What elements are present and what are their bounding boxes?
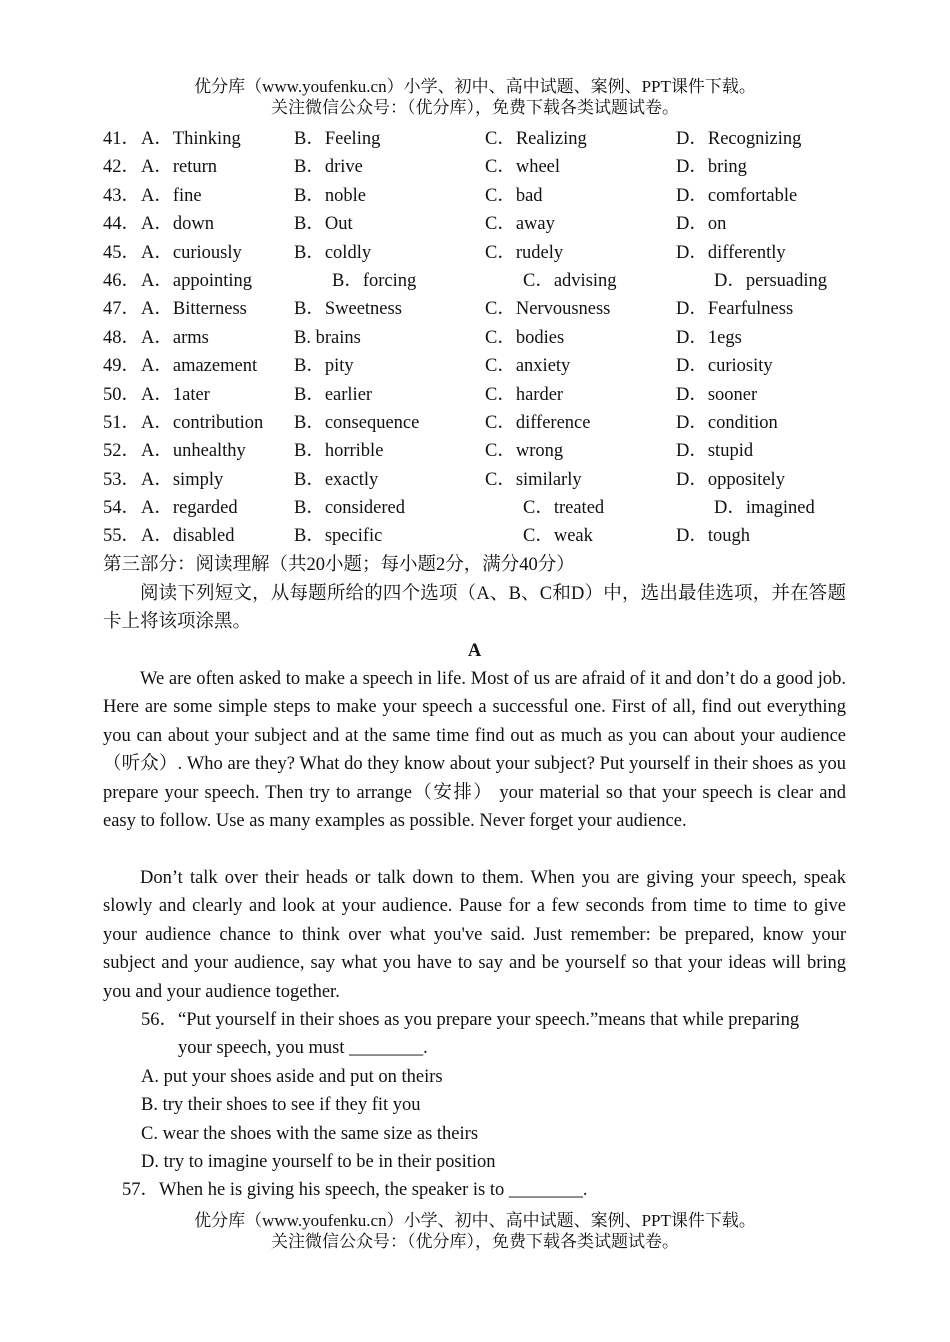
option-c: C．difference: [485, 412, 591, 433]
option-row: [103, 267, 863, 295]
header-line-2: 关注微信公众号：（优分库），免费下载各类试题试卷。: [271, 98, 679, 117]
passage-paragraph-2: Don’t talk over their heads or talk down to them. When you are giving your speech, speak slowly and clearly and look at your audience. Pause for a few seconds from time to time to give your audience chance to think over what you've said. Just remember: be prepared, know your subject and your audience, say what you have to say and be yourself so that your ideas will bring you and your audience together.: [103, 868, 846, 1002]
option-c: C．Nervousness: [485, 299, 611, 320]
instruction: 阅读下列短文，从每题所给的四个选项（A、B、C和D）中，选出最佳选项，并在答题卡上将该项涂黑。: [103, 584, 846, 633]
footer-line-1: 优分库（www.youfenku.cn）小学、初中、高中试题、案例、PPT课件下载。: [194, 1211, 756, 1230]
option-d: D．persuading: [714, 270, 828, 291]
option-b: B．pity: [294, 356, 354, 377]
option-d: D．curiosity: [676, 356, 773, 377]
option-b: B．forcing: [332, 270, 417, 291]
option-a: A．simply: [141, 469, 224, 490]
option-c: C．Realizing: [485, 129, 587, 149]
choice-a: A. put your shoes aside and put on theirs: [141, 1067, 443, 1087]
option-c: C．harder: [485, 384, 564, 405]
option-a: A．appointing: [141, 270, 252, 291]
question-56-stem: 56．“Put yourself in their shoes as you prepare your speech.”means that while preparing: [141, 1010, 800, 1030]
question-57: 57．When he is giving his speech, the speaker is to ________.: [122, 1180, 588, 1200]
option-d: D．oppositely: [676, 469, 785, 490]
question-number: 53．: [103, 469, 141, 490]
option-c: C．treated: [523, 498, 605, 519]
option-a: A．return: [141, 157, 218, 178]
option-row: [103, 381, 863, 409]
option-row: [103, 239, 863, 267]
option-b: B．consequence: [294, 412, 420, 433]
option-row: [103, 182, 863, 210]
option-b: B．coldly: [294, 242, 372, 263]
question-number: 49．: [103, 356, 141, 377]
option-b: B．horrible: [294, 441, 384, 462]
option-d: D．sooner: [676, 384, 758, 405]
passage-title: A: [467, 641, 482, 661]
option-a: A．fine: [141, 185, 202, 206]
option-d: D．comfortable: [676, 185, 798, 206]
option-a: A．amazement: [141, 356, 258, 377]
option-a: A．curiously: [141, 242, 242, 263]
choice-d: D. try to imagine yourself to be in their position: [141, 1152, 496, 1173]
option-a: A．unhealthy: [141, 441, 246, 462]
option-c: C．wheel: [485, 157, 561, 178]
option-row: [103, 466, 863, 494]
question-56-stem-cont: your speech, you must ________.: [178, 1038, 428, 1059]
option-c: C．rudely: [485, 242, 564, 263]
option-c: C．advising: [523, 270, 617, 291]
option-c: C．anxiety: [485, 356, 571, 377]
option-a: A．Bitterness: [141, 299, 247, 320]
option-c: C．weak: [523, 526, 593, 547]
option-b: B．noble: [294, 185, 366, 206]
option-d: D．differently: [676, 242, 786, 263]
option-d: D．1egs: [676, 327, 742, 348]
question-number: 42．: [103, 157, 141, 178]
cloze-options: [103, 125, 863, 551]
option-b: B．earlier: [294, 384, 373, 405]
option-a: A．regarded: [141, 498, 238, 519]
option-d: D．Recognizing: [676, 129, 802, 149]
option-row: [103, 522, 863, 550]
question-number: 44．: [103, 214, 141, 235]
option-row: [103, 324, 863, 352]
question-56-choices: [141, 1063, 496, 1177]
option-row: [103, 352, 863, 380]
option-b: B．Feeling: [294, 129, 381, 149]
option-row: [103, 210, 863, 238]
question-number: 55．: [103, 526, 141, 547]
choice-c: C. wear the shoes with the same size as theirs: [141, 1123, 479, 1144]
option-d: D．on: [676, 214, 727, 235]
question-number: 48．: [103, 327, 141, 348]
question-number: 43．: [103, 185, 141, 206]
option-d: D．imagined: [714, 498, 815, 519]
option-c: C．bodies: [485, 327, 565, 348]
option-a: A．Thinking: [141, 129, 241, 149]
option-b: B．specific: [294, 526, 383, 547]
option-b: B. brains: [294, 327, 361, 348]
option-c: C．away: [485, 214, 555, 235]
option-b: B．considered: [294, 498, 405, 519]
option-a: A．contribution: [141, 412, 264, 433]
section-title: 第三部分：阅读理解（共20小题；每小题2分，满分40分）: [103, 555, 575, 575]
option-b: B．exactly: [294, 469, 379, 490]
option-row: [103, 409, 863, 437]
option-row: [103, 125, 863, 153]
option-d: D．condition: [676, 412, 778, 433]
option-d: D．tough: [676, 526, 751, 547]
question-number: 54．: [103, 498, 141, 519]
option-b: B．Sweetness: [294, 299, 402, 320]
option-c: C．bad: [485, 185, 543, 206]
option-d: D．bring: [676, 157, 747, 178]
option-a: A．down: [141, 214, 214, 235]
question-number: 47．: [103, 299, 141, 320]
header-line-1: 优分库（www.youfenku.cn）小学、初中、高中试题、案例、PPT课件下载。: [194, 77, 756, 96]
question-number: 46．: [103, 270, 141, 291]
question-number: 51．: [103, 412, 141, 433]
passage-paragraph-1: We are often asked to make a speech in life. Most of us are afraid of it and don’t do a good job. Here are some simple steps to make your speech a successful one. First of all, find out everything you can about your subject and at the same time find out as much as you can about your audience（听众）. Who are they? What do they know about your subject? Put yourself in their shoes as you prepare your speech. Then try to arrange（安排） your material so that your speech is clear and easy to follow. Use as many examples as possible. Never forget your audience.: [103, 669, 846, 832]
option-b: B．Out: [294, 214, 353, 235]
question-number: 50．: [103, 384, 141, 405]
option-a: A．arms: [141, 327, 209, 348]
question-number: 41．: [103, 129, 141, 149]
option-row: [103, 153, 863, 181]
option-d: D．stupid: [676, 441, 754, 462]
question-56: [141, 1006, 846, 1063]
question-number: 45．: [103, 242, 141, 263]
option-c: C．wrong: [485, 441, 564, 462]
option-c: C．similarly: [485, 469, 582, 490]
question-number: 52．: [103, 441, 141, 462]
option-a: A．disabled: [141, 526, 235, 547]
choice-b: B. try their shoes to see if they fit you: [141, 1095, 421, 1116]
option-row: [103, 295, 863, 323]
option-d: D．Fearfulness: [676, 299, 794, 320]
option-row: [103, 494, 863, 522]
option-a: A．1ater: [141, 384, 210, 405]
option-b: B．drive: [294, 157, 363, 178]
option-row: [103, 437, 863, 465]
footer-line-2: 关注微信公众号：（优分库），免费下载各类试题试卷。: [271, 1232, 679, 1251]
